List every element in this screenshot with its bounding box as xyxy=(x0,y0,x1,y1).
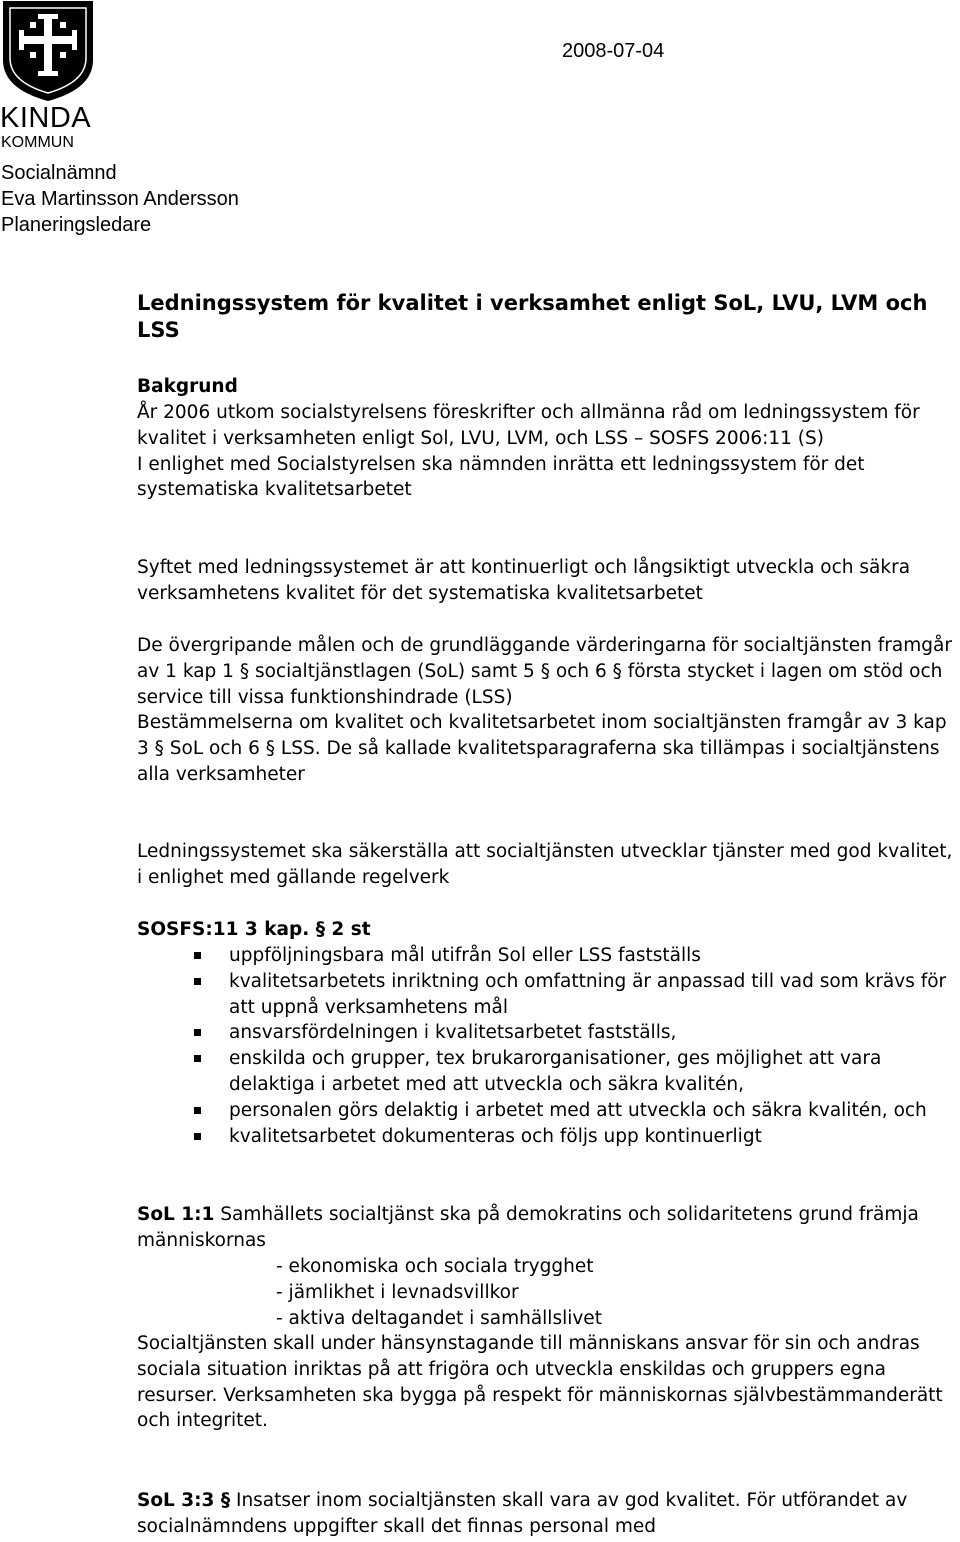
sol-3-3-paragraph: SoL 3:3 § Insatser inom socialtjänsten skall vara av god kvalitet. För utförandet av socialnämndens uppgifter skall det finnas personal med xyxy=(137,1490,908,1537)
bullet-icon xyxy=(194,1055,201,1062)
management-paragraph: Ledningssystemet ska säkerställa att socialtjänsten utvecklar tjänster med god kvalitet, i enlighet med gällande regelverk xyxy=(137,841,953,888)
sol-1-1-item: - aktiva deltagandet i samhällslivet xyxy=(276,1308,602,1329)
sol-1-1-item: - ekonomiska och sociala trygghet xyxy=(276,1256,594,1277)
list-item: ansvarsfördelningen i kvalitetsarbetet fastställs, xyxy=(137,1020,960,1046)
list-item: personalen görs delaktig i arbetet med att utveckla och säkra kvalitén, och xyxy=(137,1098,960,1124)
document-title: Ledningssystem för kvalitet i verksamhet enligt SoL, LVU, LVM och LSS xyxy=(137,291,928,342)
sol-3-3-label: SoL 3:3 § xyxy=(137,1490,231,1511)
list-item: uppföljningsbara mål utifrån Sol eller LSS fastställs xyxy=(137,943,960,969)
municipality-crest-icon xyxy=(2,0,94,102)
bullet-icon xyxy=(194,1107,201,1114)
sol-1-1-label: SoL 1:1 xyxy=(137,1204,215,1225)
list-item: enskilda och grupper, tex brukarorganisationer, ges möjlighet att vara delaktiga i arbetet med att utveckla och säkra kvalitén, xyxy=(137,1046,960,1098)
logo-subtitle: KOMMUN xyxy=(1,134,74,151)
sol-1-1-item: - jämlikhet i levnadsvillkor xyxy=(276,1282,519,1303)
sol-1-1-paragraph: SoL 1:1 Samhällets socialtjänst ska på demokratins och solidaritetens grund främja människornas xyxy=(137,1204,919,1251)
sosfs-bullet-list xyxy=(137,943,960,1149)
bullet-icon xyxy=(194,1133,201,1140)
list-item: kvalitetsarbetet dokumenteras och följs upp kontinuerligt xyxy=(137,1124,960,1150)
logo-wordmark: KINDA xyxy=(0,102,92,134)
author: Eva Martinsson Andersson xyxy=(1,188,239,210)
list-item: kvalitetsarbetets inriktning och omfattning är anpassad till vad som krävs för att uppnå verksamhetens mål xyxy=(137,969,960,1021)
bullet-icon xyxy=(194,978,201,985)
author-role: Planeringsledare xyxy=(1,214,152,236)
goals-paragraph: De övergripande målen och de grundläggande värderingarna för socialtjänsten framgår av 1 kap 1 § socialtjänstlagen (SoL) samt 5 § och 6 § första stycket i lagen om stöd och service till vissa funktionshindrade (LSS) Bestämmelserna om kvalitet och kvalitetsarbetet inom socialtjänsten framgår av 3 kap 3 § SoL och 6 § LSS. De så kallade kvalitetsparagraferna ska tillämpas i socialtjänstens alla verksamheter xyxy=(137,635,952,785)
purpose-paragraph: Syftet med ledningssystemet är att kontinuerligt och långsiktigt utveckla och säkra verksamhetens kvalitet för det systematiska kvalitetsarbetet xyxy=(137,557,911,604)
sol-1-1-continuation: Socialtjänsten skall under hänsynstagande till människans ansvar för sin och andras sociala situation inriktas på att frigöra och utveckla enskildas och gruppers egna resurser. Verksamheten ska bygga på respekt för människornas självbestämmanderätt och integritet. xyxy=(137,1333,943,1432)
background-heading: Bakgrund xyxy=(137,376,238,397)
department: Socialnämnd xyxy=(1,162,117,184)
bullet-icon xyxy=(194,952,201,959)
sosfs-heading: SOSFS:11 3 kap. § 2 st xyxy=(137,919,371,940)
bullet-icon xyxy=(194,1029,201,1036)
background-text: År 2006 utkom socialstyrelsens föreskrifter och allmänna råd om ledningssystem för kvalitet i verksamheten enligt Sol, LVU, LVM, och LSS – SOSFS 2006:11 (S) I enlighet med Socialstyrelsen ska nämnden inrätta ett ledningssystem för det systematiska kvalitetsarbetet xyxy=(137,402,920,501)
document-date: 2008-07-04 xyxy=(562,40,665,62)
